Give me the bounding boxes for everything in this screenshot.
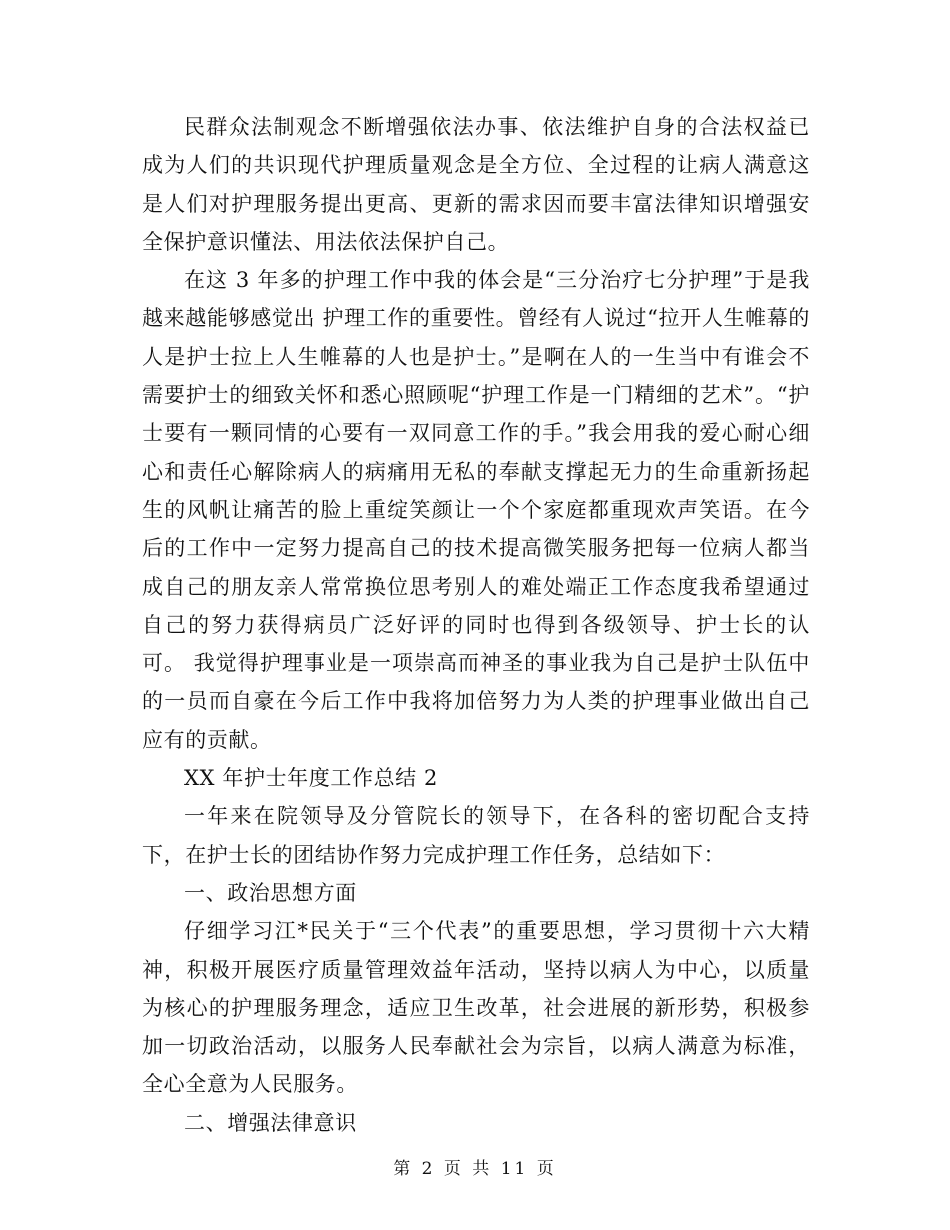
paragraph-continuation: 民群众法制观念不断增强依法办事、依法维护自身的合法权益已成为人们的共识现代护理质量观念是全方位、全过程的让病人满意这是人们对护理服务提出更高、更新的需求因而要丰富法律知识增强安全保护意识懂法、用法依法保护自己。 (142, 115, 810, 254)
page-footer: 第 2 页 共 11 页 (393, 1159, 557, 1179)
paragraph-intro: 一年来在院领导及分管院长的领导下，在各科的密切配合支持下，在护士长的团结协作努力完成护理工作任务，总结如下： (142, 804, 810, 867)
paragraph-political: 仔细学习江*民关于“三个代表”的重要思想，学习贯彻十六大精神，积极开展医疗质量管理效益年活动，坚持以病人为中心，以质量为核心的护理服务理念，适应卫生改革，社会进展的新形势，积极参加一切政治活动，以服务人民奉献社会为宗旨，以病人满意为标准，全心全意为人民服务。 (142, 919, 810, 1097)
heading-legal: 二、增强法律意识 (184, 1110, 357, 1135)
document-body (142, 108, 810, 1142)
heading-political: 一、政治思想方面 (184, 880, 357, 905)
paragraph-experience: 在这 3 年多的护理工作中我的体会是“三分治疗七分护理”于是我越来越能够感觉出 护理工作的重要性。曾经有人说过“拉开人生帷幕的人是护士拉上人生帷幕的人也是护士。”是啊在人的一生当中有谁会不需要护士的细致关怀和悉心照顾呢“护理工作是一门精细的艺术”。“护士要有一颗同情的心要有一双同意工作的手。”我会用我的爱心耐心细心和责任心解除病人的病痛用无私的奉献支撑起无力的生命重新扬起生的风帆让痛苦的脸上重绽笑颜让一个个家庭都重现欢声笑语。在今后的工作中一定努力提高自己的技术提高微笑服务把每一位病人都当成自己的朋友亲人常常换位思考别人的难处端正工作态度我希望通过自己的努力获得病员广泛好评的同时也得到各级领导、护士长的认可。 我觉得护理事业是一项崇高而神圣的事业我为自己是护士队伍中的一员而自豪在今后工作中我将加倍努力为人类的护理事业做出自己应有的贡献。 (142, 268, 810, 752)
section-title: XX 年护士年度工作总结 2 (184, 766, 439, 791)
